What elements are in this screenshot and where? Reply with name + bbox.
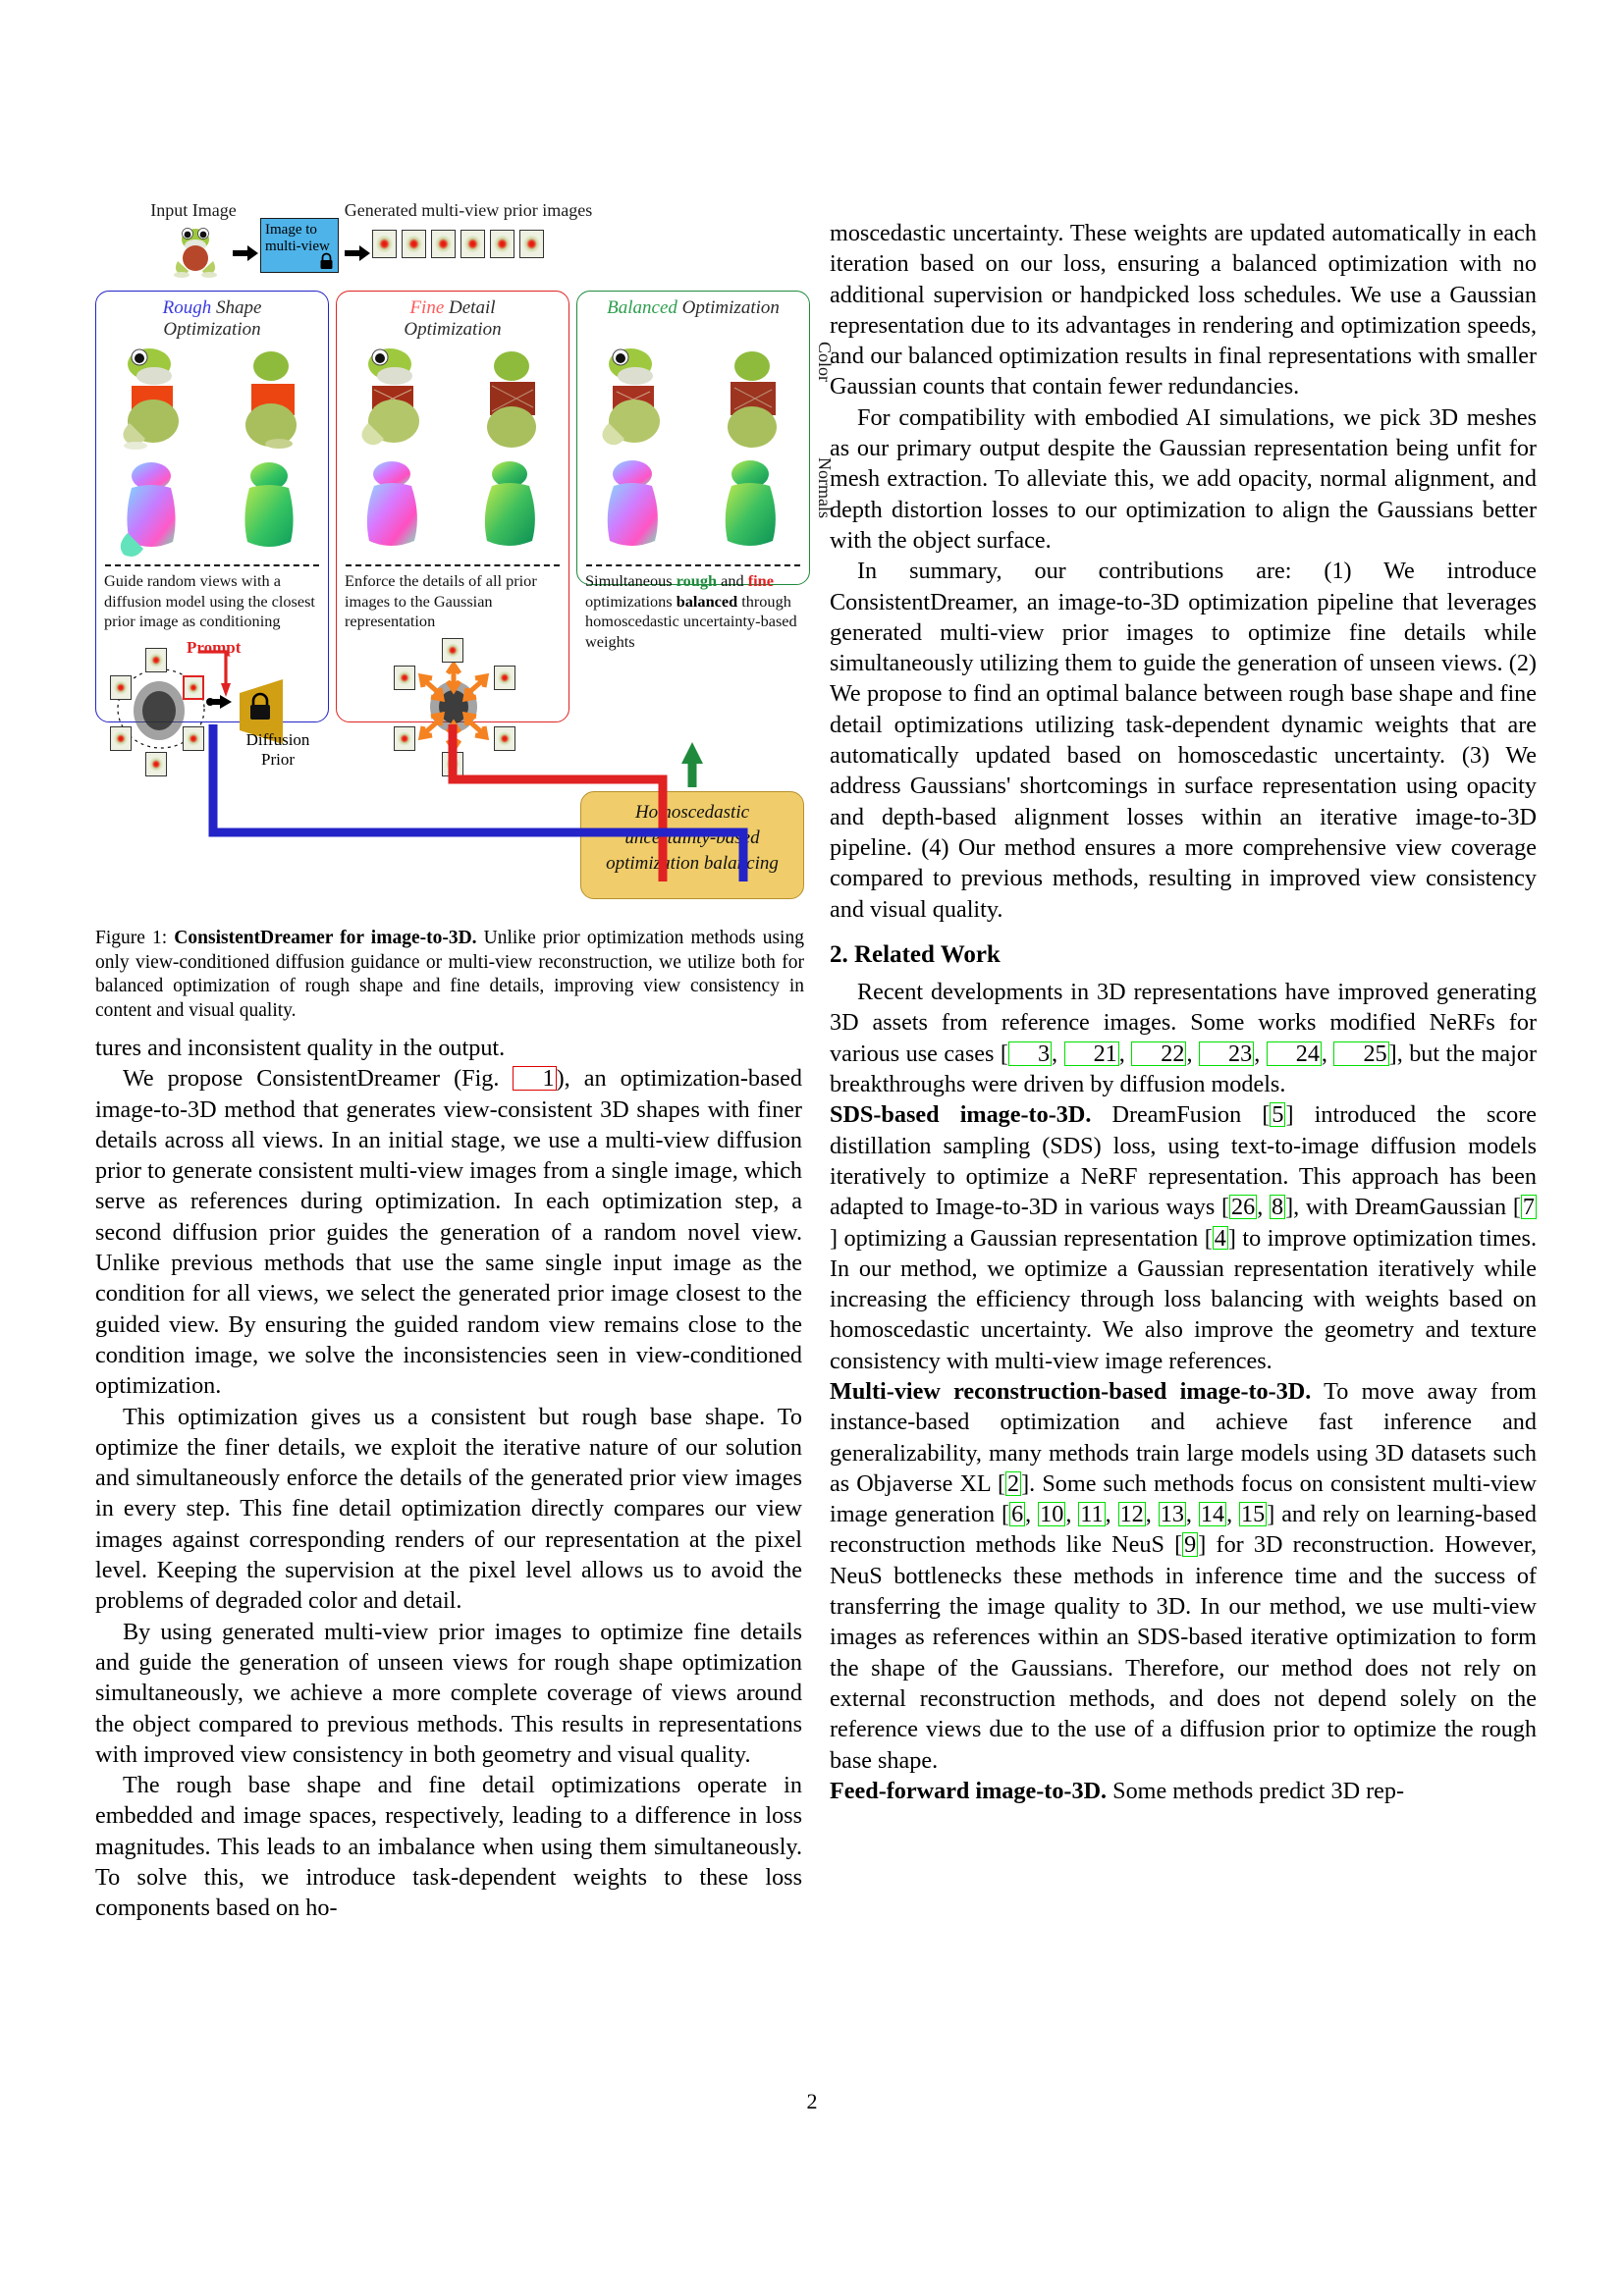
citation-link[interactable]: 22	[1131, 1041, 1186, 1066]
left-paragraph-1: tures and inconsistent quality in the output.	[95, 1035, 506, 1061]
lock-icon	[319, 252, 334, 270]
citation-link[interactable]: 26	[1231, 1194, 1256, 1221]
citation-link[interactable]: 7	[1522, 1194, 1536, 1221]
panel-fine-title-accent: Fine	[409, 297, 445, 318]
homo-line1: Homoscedastic	[634, 802, 750, 823]
citation-link[interactable]: 4	[1214, 1224, 1226, 1252]
left-paragraph-2	[95, 1063, 802, 1401]
panel-balanced-title	[577, 292, 809, 319]
left-paragraph-3: This optimization gives us a consistent but rough base shape. To optimize the finer details, we exploit the iterative nature of our solution and simultaneously enforce the details of the generated prior view images in every step. This fine detail optimization directly compares our view images against corresponding renders of our representation at the pixel level. Keeping the supervision at the pixel level allows us to avoid the problems of degraded color and detail.	[95, 1403, 802, 1615]
citation-link[interactable]: 11	[1080, 1501, 1104, 1528]
prior-mini-thumb	[145, 752, 167, 776]
diffusion-prior-label	[236, 730, 320, 770]
citation-link[interactable]: 25	[1333, 1041, 1388, 1066]
left-column	[95, 1033, 802, 1924]
citation-link[interactable]: 12	[1119, 1501, 1144, 1528]
figure-caption	[95, 927, 804, 1023]
panel-divider-2	[346, 564, 560, 566]
rp5-f: ] to improve optimization times. In our method, we optimize a Gaussian representation iteratively while increasing the efficiency through loss balancing with weights based on homoscedastic uncertainty. We also improve the geometry and texture consistency with multi-view image references.	[830, 1224, 1537, 1374]
prior-thumb	[402, 230, 426, 258]
frog-render-color-back	[220, 345, 314, 454]
right-paragraph-4: Recent developments in 3D representations have improved generating 3D assets from reference images. Some works modified NeRFs for various use cases [ 3, 21, 22, 23, 24, 25], but the major breakthroughs were driven by diffusion models.	[830, 979, 1538, 1098]
rough-normal-renders	[96, 454, 328, 561]
citation-link[interactable]: 6	[1011, 1501, 1024, 1528]
panel-balanced-title-accent: Balanced	[607, 297, 677, 318]
runin-sds-based: SDS-based image-to-3D.	[830, 1101, 1092, 1129]
arrow-right-icon-2	[345, 245, 370, 261]
left-paragraph-5: The rough base shape and fine detail optimizations operate in embedded and image spaces, respectively, leading to a difference in loss magnitudes. This leads to an imbalance when using them simultaneously. To solve this, we introduce task-dependent weights to these loss components based on ho-	[95, 1772, 802, 1922]
rp4-a: Recent developments in 3D representations have improved generating 3D assets from reference images. Some works modified NeRFs for various use cases [	[830, 979, 1537, 1067]
citation-link[interactable]: 15	[1241, 1501, 1266, 1528]
arrow-right-icon-1	[233, 245, 258, 261]
frog-render-color	[591, 345, 685, 454]
citation-link[interactable]: 24	[1267, 1041, 1322, 1066]
panel-balanced-title-rest: Optimization	[677, 297, 780, 318]
image-to-multiview-line1: Image to	[265, 222, 317, 238]
panel-fine-title-rest: Detail	[444, 297, 496, 318]
frog-render-color-back	[701, 345, 795, 454]
rough-color-renders	[96, 341, 328, 454]
page-number: 2	[806, 2089, 818, 2113]
rp6-b: ]. Some such methods focus on consistent multi-view image generation [	[830, 1469, 1537, 1528]
panel-balanced-description	[577, 571, 809, 652]
homoscedastic-balancing-box	[580, 791, 804, 899]
bal-desc-0: Simultaneous	[585, 571, 677, 590]
right-paragraph-1: moscedastic uncertainty. These weights are updated automatically in each iteration based on our loss, ensuring a balanced optimization with no additional supervision or handpicked loss schedules. We use a Gaussian representation due to its advantages in rendering and optimization speeds, and our balanced optimization results in final representations with smaller Gaussian counts that contain fewer redundancies.	[830, 220, 1537, 400]
prior-mini-thumb	[494, 726, 515, 751]
frog-render-normals-back	[460, 458, 555, 561]
frog-render-color-back	[460, 345, 555, 454]
right-paragraph-5	[830, 1099, 1537, 1376]
rough-diagram	[96, 632, 328, 779]
rp5-a: DreamFusion [	[1091, 1101, 1271, 1129]
right-paragraph-2: For compatibility with embodied AI simulations, we pick 3D meshes as our primary output despite the Gaussian representation being unfit for mesh extraction. To alleviate this, we add opacity, normal alignment, and depth distortion losses to our optimization to align the Gaussians better with the object surface.	[830, 403, 1537, 554]
prior-thumb	[372, 230, 397, 258]
citation-link[interactable]: 13	[1160, 1501, 1184, 1528]
fine-diagram	[337, 632, 568, 779]
panel-rough-title-line2: Optimization	[163, 319, 261, 340]
prior-mini-thumb	[183, 726, 204, 751]
prior-mini-thumb	[494, 666, 515, 690]
panel-divider-1	[105, 564, 319, 566]
runin-multiview-recon: Multi-view reconstruction-based image-to-3D.	[830, 1377, 1312, 1405]
figure-1	[95, 194, 835, 881]
input-image-label: Input Image	[150, 200, 237, 220]
citation-link[interactable]: 9	[1184, 1531, 1197, 1559]
image-to-multiview-box	[260, 218, 339, 273]
input-frog-image	[166, 222, 225, 281]
frog-render-normals-back	[220, 458, 314, 561]
frog-render-color	[110, 345, 204, 454]
prior-thumb	[460, 230, 485, 258]
diffusion-prior-line1: Diffusion	[245, 729, 310, 749]
panel-rough-shape-optimization	[95, 291, 329, 769]
fine-color-renders	[337, 341, 568, 454]
frog-render-color	[351, 345, 445, 454]
frog-render-normals-back	[701, 458, 795, 561]
prompt-label: Prompt	[187, 637, 242, 657]
rp5-c: ,	[1257, 1194, 1271, 1221]
figure-reference-link[interactable]: 1	[513, 1066, 556, 1091]
prior-thumb	[490, 230, 514, 258]
rp7-a: Some methods predict 3D rep-	[1107, 1777, 1405, 1804]
rp6-c: ] and rely on learning-based reconstruction methods like NeuS [	[830, 1501, 1538, 1559]
right-column	[830, 218, 1537, 1806]
frog-render-normals	[351, 458, 445, 561]
bal-desc-4: optimizations	[585, 591, 677, 611]
side-label-color: Color	[815, 342, 835, 383]
prior-mini-thumb	[110, 675, 132, 700]
prior-thumb	[431, 230, 456, 258]
citation-link[interactable]: 14	[1200, 1501, 1225, 1528]
panel-fine-detail-optimization	[336, 291, 569, 722]
figure-caption-rest: Unlike prior optimization methods using only view-conditioned diffusion guidance or multi-view reconstruction, we utilize both for balanced optimization of rough shape and fine details, improving view consistency in content and visual quality.	[95, 928, 804, 1021]
prior-mini-thumb-selected	[183, 675, 204, 700]
prior-thumb	[519, 230, 544, 258]
prior-mini-thumb	[145, 648, 167, 672]
frog-render-normals	[591, 458, 685, 561]
left-p2-a: We propose ConsistentDreamer (Fig.	[123, 1065, 514, 1093]
rp6-a: To move away from instance-based optimization and achieve fast inference and generalizability, many methods train large models using 3D datasets such as Objaverse XL [	[830, 1377, 1537, 1497]
section-heading-related-work: 2. Related Work	[830, 940, 1001, 968]
rp5-b: ] introduced the score distillation sampling (SDS) loss, using text-to-image diffusion models iteratively to optimize a NeRF representation. This approach has been adapted to Image-to-3D in various ways [	[830, 1101, 1537, 1221]
panel-rough-title-rest: Shape	[211, 297, 262, 318]
left-paragraph-4: By using generated multi-view prior images to optimize fine details and guide the generation of unseen views for rough shape optimization simultaneously, we achieve a more complete coverage of views around the object compared to previous methods. This results in representations with improved view consistency in both geometry and visual quality.	[95, 1618, 802, 1768]
fine-normal-renders	[337, 454, 568, 561]
panel-rough-title	[96, 292, 328, 341]
citation-link[interactable]: 5	[1272, 1101, 1284, 1129]
citation-link[interactable]: 21	[1064, 1041, 1119, 1066]
citation-link[interactable]: 23	[1199, 1041, 1254, 1066]
citation-link[interactable]: 8	[1272, 1194, 1284, 1221]
balanced-color-renders	[577, 319, 809, 454]
right-paragraph-3: In summary, our contributions are: (1) We introduce ConsistentDreamer, an image-to-3D optimization pipeline that leverages generated multi-view prior images to optimize fine details while simultaneously utilizing them to guide the generation of unseen views. (2) We propose to find an optimal balance between rough base shape and fine detail optimizations utilizing task-dependent dynamic weights that are automatically updated based on homoscedastic uncertainty. (3) We address Gaussians' shortcomings in surface representation using opacity and depth-based alignment losses within an iterative image-to-3D pipeline. (4) Our method ensures a more comprehensive view coverage compared to previous methods, resulting in improved view consistency and visual quality.	[830, 558, 1537, 923]
image-to-multiview-line2: multi-view	[265, 239, 330, 254]
right-paragraph-6: Multi-view reconstruction-based image-to-3D. To move away from instance-based optimization and achieve fast inference and generalizability, many methods train large models using 3D datasets such as Objaverse XL [2]. Some such methods focus on consistent multi-view image generation [6, 10, 11, 12, 13, 14, 15] and rely on learning-based reconstruction methods like NeuS [9] for 3D reconstruction. However, NeuS bottlenecks these methods in inference time and the success of transferring the image quality to 3D. In our method, we use multi-view images as references within an SDS-based iterative optimization to form the shape of the Gaussians. Therefore, our method does not rely on external reconstruction methods, and does not depend solely on the reference views due to the use of a diffusion prior to optimize the rough base shape.	[830, 1377, 1538, 1774]
prior-mini-thumb	[442, 638, 463, 663]
rp5-d: ], with DreamGaussian [	[1285, 1194, 1521, 1221]
balanced-normal-renders	[577, 454, 809, 561]
citation-link[interactable]: 3	[1008, 1041, 1052, 1066]
panel-fine-title	[337, 292, 568, 341]
right-paragraph-7	[830, 1776, 1537, 1806]
rp4-b: ], but the major breakthroughs were driven by diffusion models.	[830, 1040, 1538, 1098]
runin-feed-forward: Feed-forward image-to-3D.	[830, 1777, 1108, 1804]
citation-link[interactable]: 2	[1007, 1469, 1020, 1497]
bal-desc-fine: fine	[747, 571, 774, 590]
figure-caption-prefix: Figure 1:	[95, 928, 168, 948]
generated-images-label: Generated multi-view prior images	[344, 200, 593, 220]
citation-link[interactable]: 10	[1040, 1501, 1064, 1528]
bal-desc-rough: rough	[676, 571, 718, 590]
prior-mini-thumb	[394, 726, 415, 751]
bal-desc-balanced: balanced	[676, 591, 738, 611]
panel-rough-description: Guide random views with a diffusion model using the closest prior image as conditioning	[104, 571, 315, 630]
prior-mini-thumb	[110, 726, 132, 751]
bal-desc-6: through homoscedastic uncertainty-based weights	[585, 591, 797, 651]
homo-line2: uncertainty-based	[624, 828, 760, 848]
frog-render-normals	[110, 458, 204, 561]
panel-divider-3	[586, 564, 800, 566]
prior-images-strip	[372, 230, 544, 258]
figure-caption-title: ConsistentDreamer for image-to-3D.	[174, 928, 477, 948]
panel-fine-title-line2: Optimization	[404, 319, 502, 340]
prior-mini-thumb	[394, 666, 415, 690]
rp5-e: ] optimizing a Gaussian representation [	[830, 1224, 1213, 1252]
prior-mini-thumb	[442, 752, 463, 776]
left-p2-b: ), an optimization-based image-to-3D method that generates view-consistent 3D shapes with finer details across all views. In an initial stage, we use a multi-view diffusion prior to generate consistent multi-view images from a single image, which serve as references during optimization. In each optimization step, a second diffusion prior guides the generation of a random novel view. Unlike previous methods that use the same single input image as the condition for all views, we select the generated prior image closest to the guided view. By ensuring the guided random view remains close to the condition image, we solve the inconsistencies seen in view-conditioned optimization.	[95, 1065, 802, 1400]
side-label-normals: Normals	[815, 457, 835, 518]
rp6-d: ] for 3D reconstruction. However, NeuS bottlenecks these methods in inference time and the success of transferring the image quality to 3D. In our method, we use multi-view images as references within an SDS-based iterative optimization to form the shape of the Gaussians. Therefore, our method does not rely on external reconstruction methods, and does not depend solely on the reference views due to the use of a diffusion prior to optimize the rough base shape.	[830, 1531, 1537, 1774]
panel-balanced-optimization	[576, 291, 810, 651]
diffusion-prior-line2: Prior	[261, 749, 295, 769]
panel-fine-description: Enforce the details of all prior images to the Gaussian representation	[345, 571, 537, 630]
panel-rough-title-accent: Rough	[162, 297, 212, 318]
bal-desc-2: and	[717, 571, 748, 590]
homo-line3: optimization balancing	[606, 853, 779, 874]
